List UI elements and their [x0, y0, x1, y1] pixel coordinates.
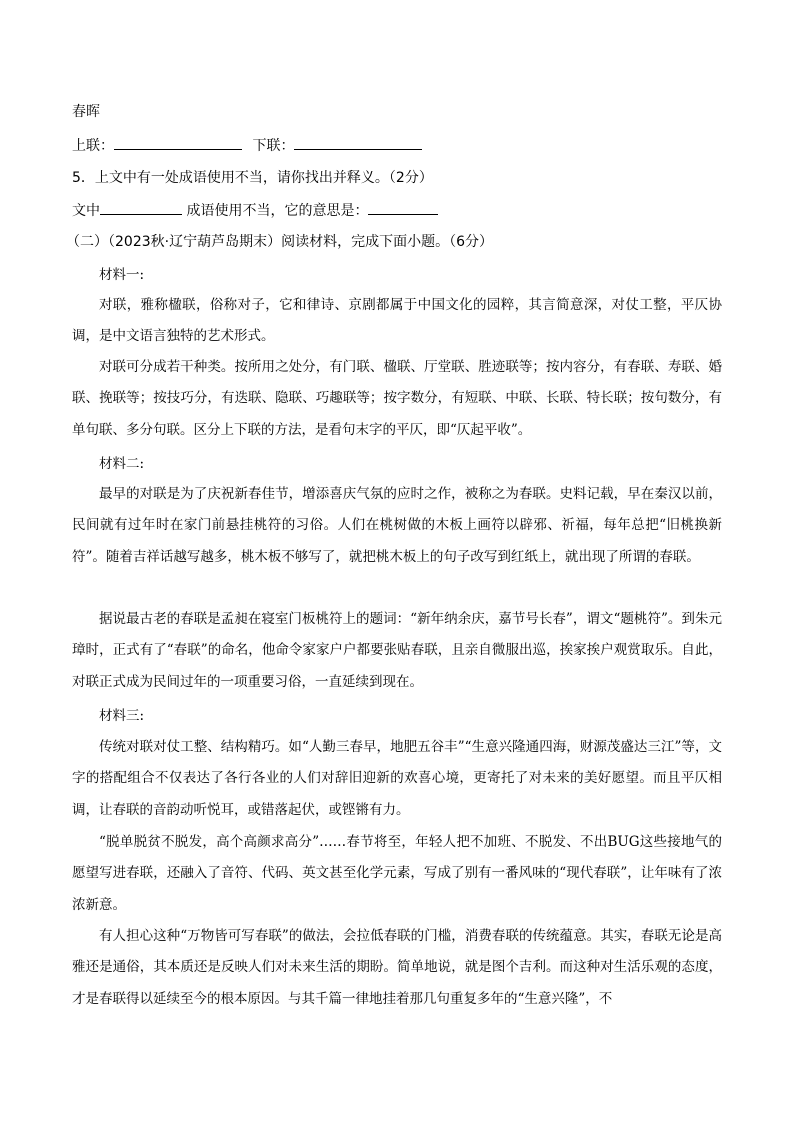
- material-2-para-1: 最早的对联是为了庆祝新春佳节，增添喜庆气氛的应时之作，被称之为春联。史料记载，早在秦汉以前，民间就有过年时在家门前悬挂桃符的习俗。人们在桃树做的木板上画符以辟邪、祈福，每年总把“旧桃换新符”。随着吉祥话越写越多，桃木板不够写了，就把桃木板上的句子改写到红纸上，就出现了所谓的春联。: [72, 486, 722, 565]
- material-3-para-3: 有人担心这种“万物皆可写春联”的做法，会拉低春联的门槛，消费春联的传统蕴意。其实，春联无论是高雅还是通俗，其本质还是反映人们对未来生活的期盼。简单地说，就是图个吉利。而这种对生活乐观的态度，才是春联得以延续至今的根本原因。与其千篇一律地挂着那几句重复多年的“生意兴隆”，不: [72, 928, 722, 1007]
- meaning-blank[interactable]: [368, 200, 438, 215]
- lower-couplet-label: 下联：: [252, 138, 295, 154]
- material-2-para-2: 据说最古老的春联是孟昶在寝室门板桃符上的题词：“新年纳余庆，嘉节号长春”，谓文“题桃符”。到朱元璋时，正式有了“春联”的命名，他命令家家户户都要张贴春联，且亲自微服出巡，挨家挨户观赏取乐。自此，对联正式成为民间过年的一项重要习俗，一直延续到现在。: [72, 611, 722, 690]
- material-2-title: 材料二:: [99, 456, 145, 472]
- idiom-blank[interactable]: [100, 200, 182, 215]
- lower-couplet-blank[interactable]: [294, 135, 422, 150]
- material-1-title: 材料一:: [99, 267, 145, 283]
- upper-couplet-label: 上联：: [72, 138, 114, 154]
- couplet-word: 春晖: [72, 104, 100, 120]
- material-3-para-2: “脱单脱贫不脱发，高个高颜求高分”……春节将至，年轻人把不加班、不脱发、不出BUG这些接地气的愿望写进春联，还融入了音符、代码、英文甚至化学元素，写成了别有一番风味的“现代春联”，让年味有了浓浓新意。: [72, 834, 722, 913]
- answer-prefix: 文中: [72, 203, 100, 219]
- material-3-title: 材料三:: [99, 708, 145, 724]
- section-2-heading: （二）（2023秋·辽宁葫芦岛期末）阅读材料，完成下面小题。（6分）: [66, 234, 493, 250]
- material-3-para-1: 传统对联对仗工整、结构精巧。如“人勤三春早，地肥五谷丰”“生意兴隆通四海，财源茂盛达三江”等，文字的搭配组合不仅表达了各行各业的人们对辞旧迎新的欢喜心境，更寄托了对未来的美好愿望。而且平仄相调，让春联的音韵动听悦耳，或错落起伏，或铿锵有力。: [72, 739, 722, 818]
- question-5-answer-line: [72, 200, 438, 221]
- material-1-para-1: 对联，雅称楹联，俗称对子，它和律诗、京剧都属于中国文化的园粹，其言简意深，对仗工整，平仄协调，是中文语言独特的艺术形式。: [72, 297, 722, 345]
- answer-mid: 成语使用不当，它的意思是：: [186, 203, 369, 219]
- couplet-answer-line: [72, 135, 422, 156]
- material-1-para-2: 对联可分成若干种类。按所用之处分，有门联、楹联、厅堂联、胜迹联等；按内容分，有春联、寿联、婚联、挽联等；按技巧分，有迭联、隐联、巧趣联等；按字数分，有短联、中联、长联、特长联；按句数分，有单句联、多分句联。区分上下联的方法，是看句末字的平仄，即“仄起平收”。: [72, 359, 722, 438]
- upper-couplet-blank[interactable]: [114, 135, 242, 150]
- question-5: 5．上文中有一处成语使用不当，请你找出并释义。（2分）: [72, 170, 433, 186]
